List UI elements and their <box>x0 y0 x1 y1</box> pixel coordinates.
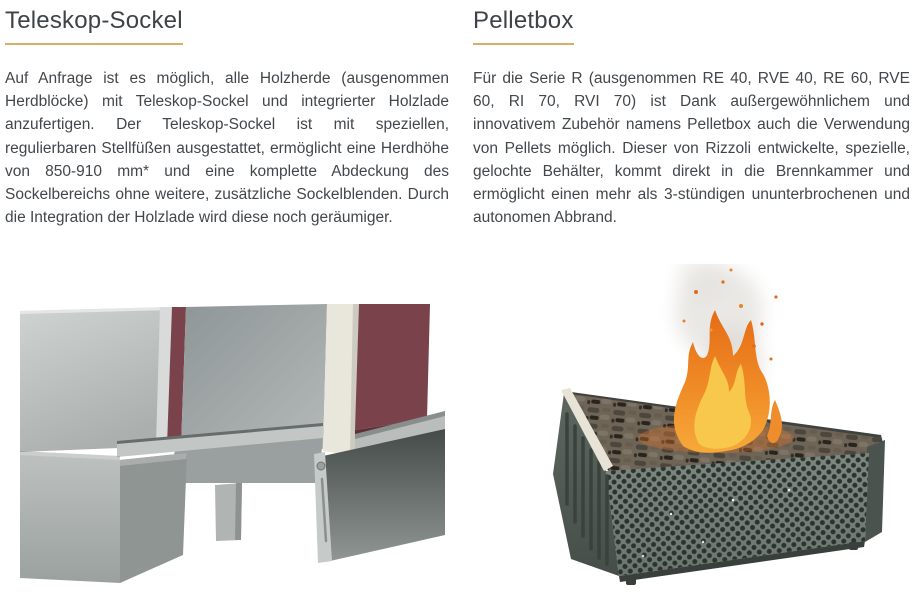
stove-foot <box>215 483 242 541</box>
pelletbox-illustration <box>471 264 911 594</box>
teleskop-sockel-illustration <box>20 303 445 594</box>
maroon-panel-right <box>355 304 430 437</box>
section-paragraph: Auf Anfrage ist es möglich, alle Holzherde (ausgenommen Herdblöcke) mit Teleskop-Sockel und integrierter Holzlade anzufertigen. Der Teleskop-Sockel ist mit speziellen, regulierbaren Stellfüßen ausgestattet, ermöglicht eine Herdhöhe von 850-910 mm* und eine komplette Abdeckung des Sockelbereichs ohne weitere, zusätzliche Sockelblenden. Durch die Integration der Holzlade wird diese noch geräumiger. <box>5 70 449 227</box>
page-title: Pelletbox <box>473 6 574 45</box>
pelletbox-image <box>471 264 911 594</box>
metal-left-panel <box>20 307 172 452</box>
screw-icon <box>317 462 325 470</box>
section-paragraph: Für die Serie R (ausgenommen RE 40, RVE 40, RE 60, RVE 60, RI 70, RVI 70) ist Dank außergewöhnlichem und innovativem Zubehör namens Pelletbox auch die Verwendung von Pellets möglich. Dieser von Rizzoli entwickelte, spezielle, gelochte Behälter, kommt direkt in die Brennkammer und ermöglicht einen mehr als 3-stündigen ununterbrochenen und autonomen Abbrand. <box>473 70 910 227</box>
cream-pillar <box>323 304 359 456</box>
pedestal-block <box>20 451 187 583</box>
page-title: Teleskop-Sockel <box>5 6 183 45</box>
teleskop-sockel-image <box>20 303 445 594</box>
recess-panel <box>170 304 327 483</box>
perforated-front-panel <box>606 453 869 585</box>
section-teleskop-sockel <box>5 6 449 594</box>
section-pelletbox <box>473 6 910 594</box>
